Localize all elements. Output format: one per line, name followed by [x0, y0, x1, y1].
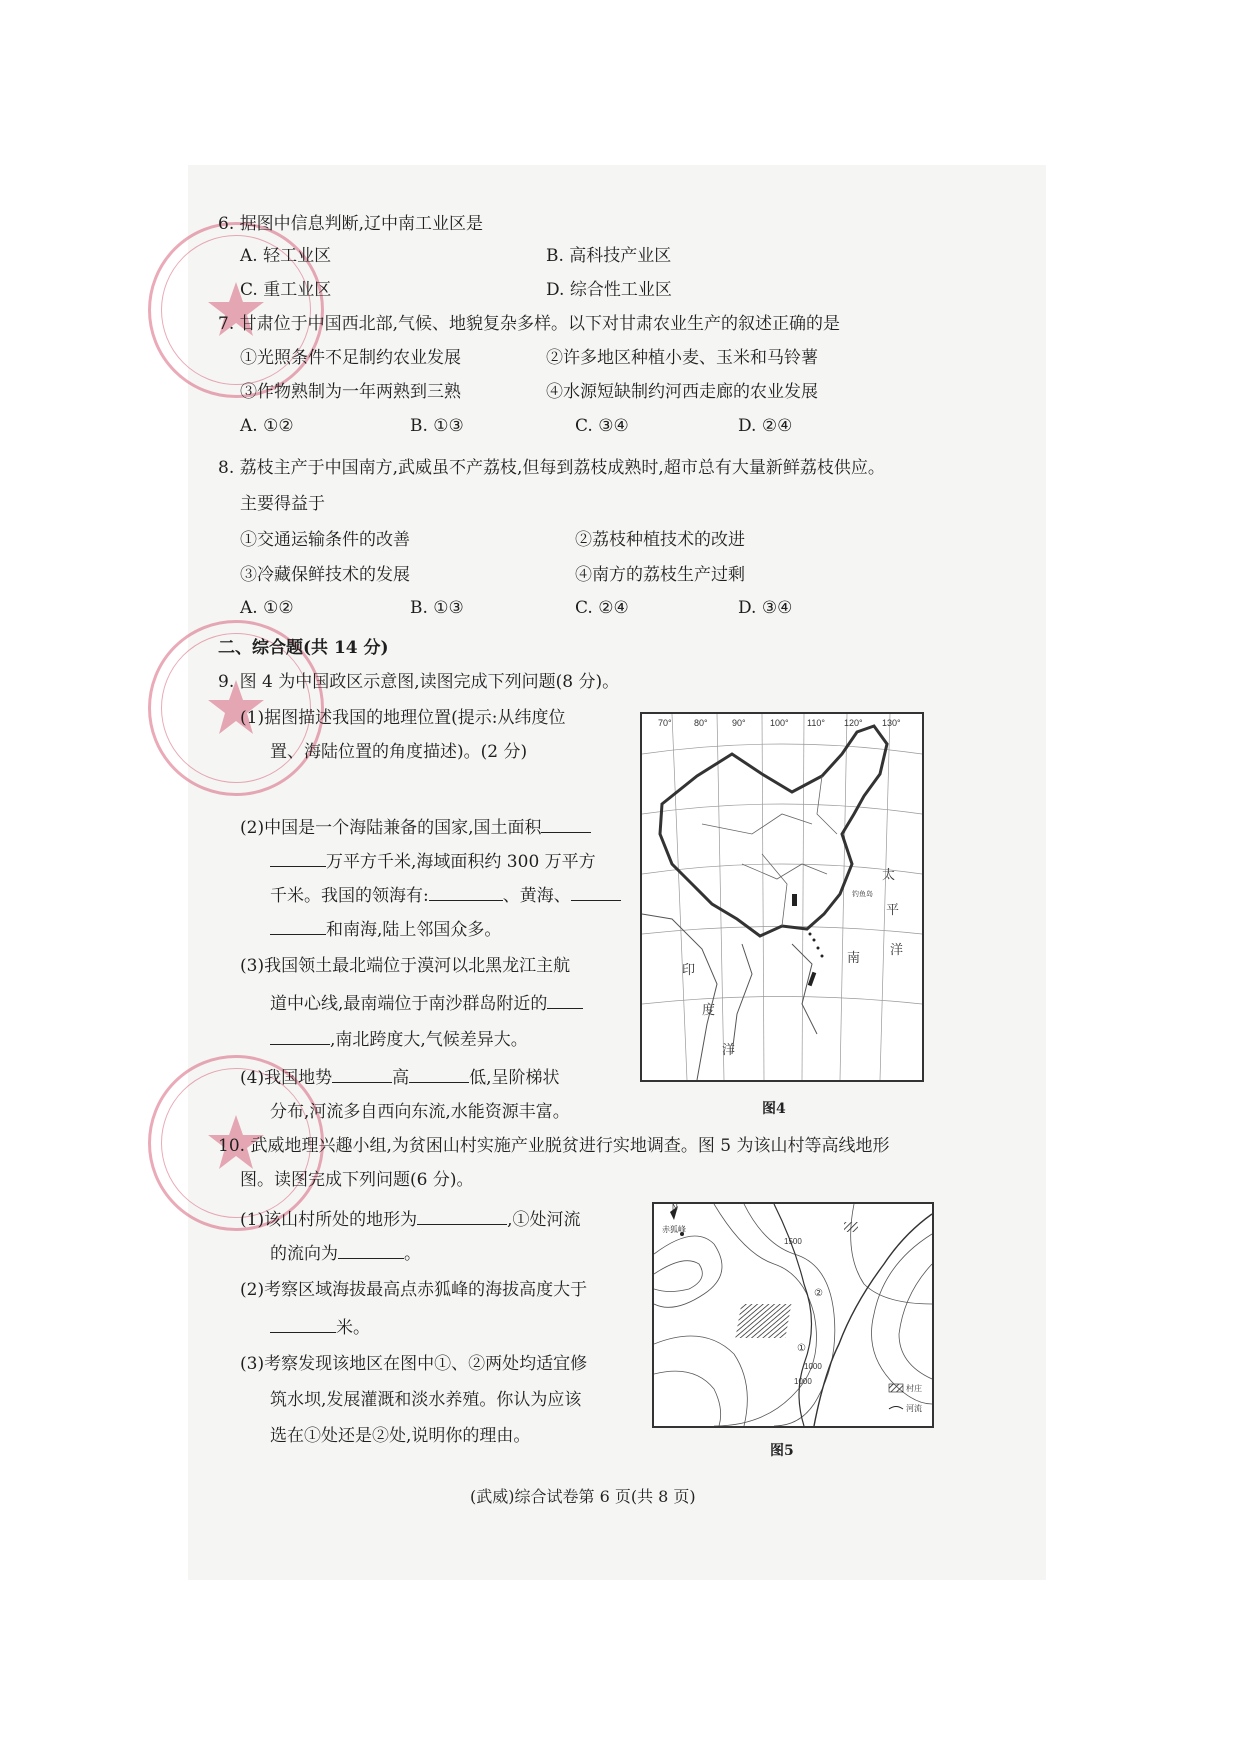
q10-part2-line1: (2)考察区域海拔最高点赤狐峰的海拔高度大于 [240, 1280, 588, 1300]
q8-statement-1: ①交通运输条件的改善 [240, 530, 410, 550]
legend-label: 村庄 [906, 1384, 922, 1393]
q6-option-b: B. 高科技产业区 [546, 246, 672, 266]
q9-part1-line2: 置、海陆位置的角度描述)。(2 分) [270, 742, 528, 762]
peak-label: 赤狐峰 [662, 1225, 686, 1234]
page-footer: (武威)综合试卷第 6 页(共 8 页) [470, 1487, 696, 1506]
q8-option-c: C. ②④ [575, 598, 629, 618]
q8-option-b: B. ①③ [410, 598, 464, 618]
q7-stem: 7. 甘肃位于中国西北部,气候、地貌复杂多样。以下对甘肃农业生产的叙述正确的是 [218, 314, 841, 334]
q10-part1-line1: (1)该山村所处的地形为 ,①处河流 [240, 1206, 581, 1232]
lon-label: 90° [732, 718, 746, 728]
lon-label: 120° [844, 718, 863, 728]
q9-part3-line3: ,南北跨度大,气候差异大。 [270, 1026, 528, 1052]
q7-option-b: B. ①③ [410, 416, 464, 436]
contour-label: 1500 [784, 1237, 802, 1246]
q7-option-d: D. ②④ [738, 416, 793, 436]
map-label: 洋 [722, 1043, 736, 1058]
q8-stem-cont: 主要得益于 [240, 494, 325, 514]
map-label: 度 [702, 1003, 716, 1018]
q7-statement-2: ②许多地区种植小麦、玉米和马铃薯 [546, 348, 818, 368]
q9-part1-line1: (1)据图描述我国的地理位置(提示:从纬度位 [240, 708, 566, 728]
legend-river-icon [889, 1407, 903, 1410]
figure-5-caption: 图5 [770, 1443, 794, 1459]
q7-option-a: A. ①② [240, 416, 294, 436]
figure-4-caption: 图4 [762, 1101, 786, 1117]
map-label: 印 [682, 963, 696, 978]
q7-option-c: C. ③④ [575, 416, 629, 436]
lon-label: 110° [807, 718, 825, 728]
north-label: N [672, 1203, 678, 1212]
q9-part3-line1: (3)我国领土最北端位于漠河以北黑龙江主航 [240, 956, 571, 976]
q7-statement-4: ④水源短缺制约河西走廊的农业发展 [546, 382, 818, 402]
q9-part2-line4: 和南海,陆上邻国众多。 [270, 916, 501, 942]
q9-part4-line2: 分布,河流多自西向东流,水能资源丰富。 [270, 1102, 570, 1122]
q8-statement-3: ③冷藏保鲜技术的发展 [240, 565, 410, 585]
map-label: 太 [882, 868, 896, 883]
q10-stem-cont: 图。读图完成下列问题(6 分)。 [240, 1170, 474, 1190]
q9-part3-line2: 道中心线,最南端位于南沙群岛附近的 [270, 990, 583, 1016]
q7-statement-3: ③作物熟制为一年两熟到三熟 [240, 382, 461, 402]
q10-part1-line2: 的流向为 。 [270, 1240, 421, 1266]
lon-label: 70° [658, 718, 672, 728]
q8-statement-4: ④南方的荔枝生产过剩 [575, 565, 745, 585]
china-map-figure [640, 712, 924, 1082]
lon-label: 130° [882, 718, 901, 728]
lon-label: 100° [770, 718, 789, 728]
china-border [660, 726, 887, 936]
contour-label: 1000 [804, 1362, 822, 1371]
q7-statement-1: ①光照条件不足制约农业发展 [240, 348, 461, 368]
q10-stem: 10. 武威地理兴趣小组,为贫困山村实施产业脱贫进行实地调查。图 5 为该山村等高线地形 [218, 1136, 890, 1156]
contour-label: 1000 [794, 1377, 812, 1386]
q10-part3-line3: 选在①处还是②处,说明你的理由。 [270, 1426, 531, 1446]
legend-village-icon [889, 1384, 903, 1392]
q8-option-d: D. ③④ [738, 598, 793, 618]
legend-label: 河流 [906, 1404, 922, 1413]
point-2-marker: ② [814, 1288, 823, 1299]
q9-part2-line2: 万平方千米,海域面积约 300 万平方 [270, 848, 596, 874]
q8-option-a: A. ①② [240, 598, 294, 618]
q10-part3-line2: 筑水坝,发展灌溉和淡水养殖。你认为应该 [270, 1390, 582, 1410]
q10-part3-line1: (3)考察发现该地区在图中①、②两处均适宜修 [240, 1354, 588, 1374]
q10-part2-line2: 米。 [270, 1314, 370, 1340]
map-label: 平 [886, 903, 900, 918]
q9-stem: 9. 图 4 为中国政区示意图,读图完成下列问题(8 分)。 [218, 672, 620, 692]
q9-part4-line1: (4)我国地势 高 低,呈阶梯状 [240, 1064, 560, 1090]
contour-map-figure [652, 1202, 934, 1428]
q6-option-a: A. 轻工业区 [240, 246, 332, 266]
q6-option-d: D. 综合性工业区 [546, 280, 672, 300]
map-label: 钓鱼岛 [852, 891, 873, 898]
map-label: 洋 [890, 943, 904, 958]
map-label: 南 [847, 951, 861, 966]
q8-statement-2: ②荔枝种植技术的改进 [575, 530, 745, 550]
section-heading: 二、综合题(共 14 分) [218, 638, 389, 658]
village-area [735, 1304, 791, 1338]
village-icon [844, 1222, 858, 1232]
point-1-marker: ① [797, 1343, 806, 1354]
q9-part2-line3: 千米。我国的领海有: 、黄海、 [270, 882, 621, 908]
lon-label: 80° [694, 718, 708, 728]
q6-option-c: C. 重工业区 [240, 280, 332, 300]
q6-stem: 6. 据图中信息判断,辽中南工业区是 [218, 214, 484, 234]
q9-part2-line1: (2)中国是一个海陆兼备的国家,国土面积 [240, 814, 591, 840]
q8-stem: 8. 荔枝主产于中国南方,武威虽不产荔枝,但每到荔枝成熟时,超市总有大量新鲜荔枝供应。 [218, 458, 885, 478]
